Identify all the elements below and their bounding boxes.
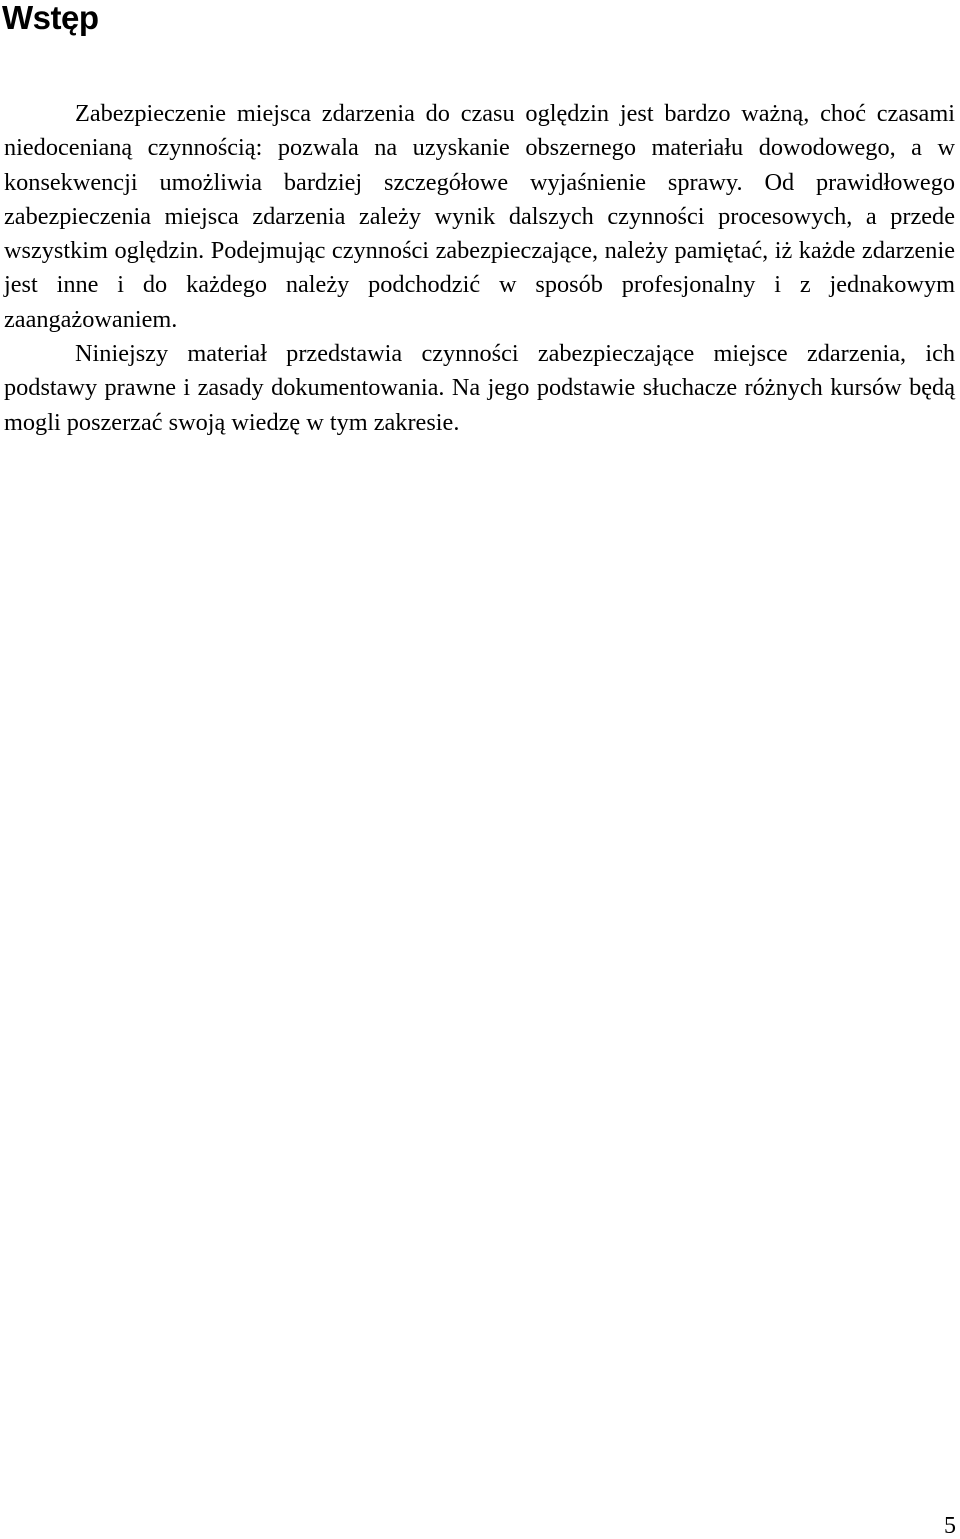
page-title: Wstęp <box>2 0 99 36</box>
document-body <box>4 97 955 440</box>
paragraph: Niniejszy materiał przedstawia czynności zabezpieczające miejsce zdarzenia, ich podstawy prawne i zasady dokumentowania. Na jego podstawie słuchacze różnych kursów będą mogli poszerzać swoją wiedzę w tym zakresie. <box>4 340 955 436</box>
page-number: 5 <box>944 1513 956 1539</box>
paragraph: Zabezpieczenie miejsca zdarzenia do czasu oględzin jest bardzo ważną, choć czasami niedocenianą czynnością: pozwala na uzyskanie obszernego materiału dowodowego, a w konsekwencji umożliwia bardziej szczegółowe wyjaśnienie sprawy. Od prawidłowego zabezpieczenia miejsca zdarzenia zależy wynik dalszych czynności procesowych, a przede wszystkim oględzin. Podejmując czynności zabezpieczające, należy pamiętać, iż każde zdarzenie jest inne i do każdego należy podchodzić w sposób profesjonalny i z jednakowym zaangażowaniem. <box>4 100 955 333</box>
